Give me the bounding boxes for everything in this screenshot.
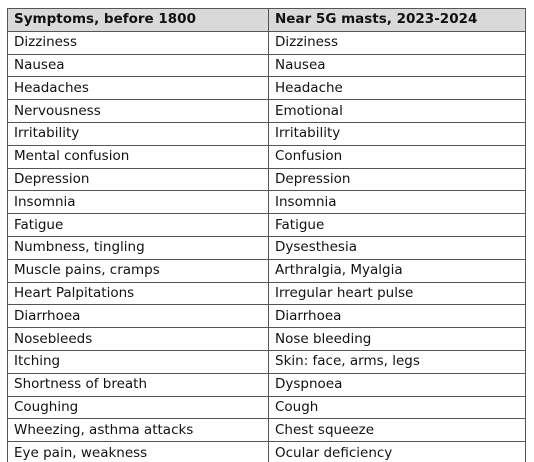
table-row xyxy=(8,350,526,373)
cell-symptom-before-1800: Nervousness xyxy=(8,100,269,123)
cell-symptom-before-1800: Fatigue xyxy=(8,214,269,237)
table-row xyxy=(8,191,526,214)
table-row xyxy=(8,282,526,305)
cell-symptom-near-5g: Confusion xyxy=(269,145,526,168)
cell-symptom-before-1800: Coughing xyxy=(8,396,269,419)
table-row xyxy=(8,100,526,123)
cell-symptom-near-5g: Nose bleeding xyxy=(269,328,526,351)
cell-symptom-near-5g: Dizziness xyxy=(269,31,526,54)
cell-symptom-before-1800: Eye pain, weakness xyxy=(8,442,269,462)
cell-symptom-near-5g: Emotional xyxy=(269,100,526,123)
column-header-before-1800: Symptoms, before 1800 xyxy=(8,9,269,32)
cell-symptom-before-1800: Nosebleeds xyxy=(8,328,269,351)
table-row xyxy=(8,31,526,54)
cell-symptom-near-5g: Dyspnoea xyxy=(269,373,526,396)
table-row xyxy=(8,214,526,237)
cell-symptom-before-1800: Diarrhoea xyxy=(8,305,269,328)
table-row xyxy=(8,145,526,168)
table-row xyxy=(8,305,526,328)
table-row xyxy=(8,442,526,462)
table-row xyxy=(8,54,526,77)
table-row xyxy=(8,168,526,191)
cell-symptom-near-5g: Irritability xyxy=(269,122,526,145)
cell-symptom-before-1800: Heart Palpitations xyxy=(8,282,269,305)
cell-symptom-near-5g: Diarrhoea xyxy=(269,305,526,328)
table-row xyxy=(8,122,526,145)
cell-symptom-near-5g: Depression xyxy=(269,168,526,191)
column-header-near-5g-masts: Near 5G masts, 2023-2024 xyxy=(269,9,526,32)
symptoms-comparison-table xyxy=(7,8,526,462)
cell-symptom-before-1800: Depression xyxy=(8,168,269,191)
table-row xyxy=(8,77,526,100)
cell-symptom-near-5g: Headache xyxy=(269,77,526,100)
cell-symptom-near-5g: Chest squeeze xyxy=(269,419,526,442)
cell-symptom-before-1800: Insomnia xyxy=(8,191,269,214)
cell-symptom-near-5g: Irregular heart pulse xyxy=(269,282,526,305)
table-row xyxy=(8,373,526,396)
cell-symptom-before-1800: Dizziness xyxy=(8,31,269,54)
cell-symptom-near-5g: Fatigue xyxy=(269,214,526,237)
cell-symptom-before-1800: Muscle pains, cramps xyxy=(8,259,269,282)
table-row xyxy=(8,396,526,419)
cell-symptom-near-5g: Ocular deficiency xyxy=(269,442,526,462)
cell-symptom-before-1800: Numbness, tingling xyxy=(8,236,269,259)
cell-symptom-near-5g: Dysesthesia xyxy=(269,236,526,259)
table-header-row xyxy=(8,9,526,32)
cell-symptom-before-1800: Shortness of breath xyxy=(8,373,269,396)
cell-symptom-before-1800: Headaches xyxy=(8,77,269,100)
cell-symptom-near-5g: Insomnia xyxy=(269,191,526,214)
cell-symptom-before-1800: Nausea xyxy=(8,54,269,77)
cell-symptom-before-1800: Irritability xyxy=(8,122,269,145)
cell-symptom-near-5g: Cough xyxy=(269,396,526,419)
table-row xyxy=(8,328,526,351)
cell-symptom-near-5g: Nausea xyxy=(269,54,526,77)
cell-symptom-before-1800: Wheezing, asthma attacks xyxy=(8,419,269,442)
table-row xyxy=(8,236,526,259)
table-row xyxy=(8,419,526,442)
cell-symptom-before-1800: Itching xyxy=(8,350,269,373)
cell-symptom-before-1800: Mental confusion xyxy=(8,145,269,168)
table-row xyxy=(8,259,526,282)
cell-symptom-near-5g: Skin: face, arms, legs xyxy=(269,350,526,373)
cell-symptom-near-5g: Arthralgia, Myalgia xyxy=(269,259,526,282)
